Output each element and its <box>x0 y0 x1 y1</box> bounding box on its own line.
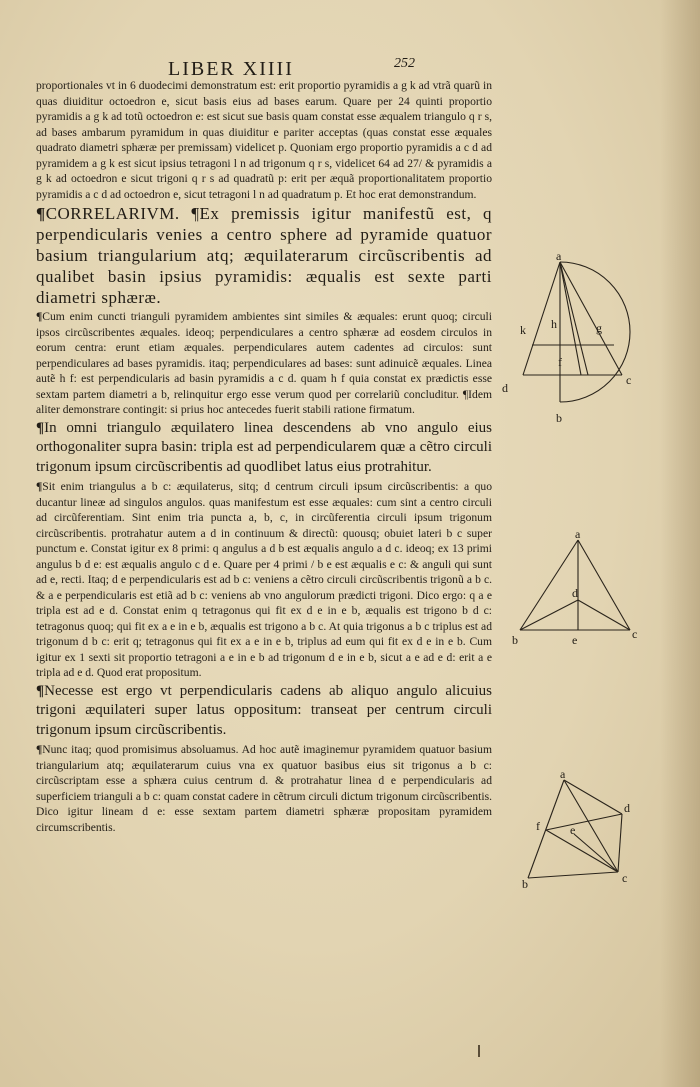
fig2-label-b: b <box>512 633 518 647</box>
fig3-label-a: a <box>560 768 566 781</box>
text-block <box>36 78 492 958</box>
paragraph <box>36 309 492 418</box>
fig1-label-k: k <box>520 323 526 337</box>
fig1-label-b: b <box>556 411 562 425</box>
fig2-label-c: c <box>632 627 638 641</box>
fig2-label-d: d <box>572 586 578 600</box>
printing-mark <box>478 1045 480 1057</box>
fig3-label-b: b <box>522 877 528 890</box>
proposition <box>36 682 492 741</box>
paragraph <box>36 479 492 681</box>
paragraph-text: Nunc itaq; quod promisimus absoluamus. Ad hoc autẽ imaginemur pyramidem quatuor basium triangularium atq; æquilaterarum cuius vna ex quatuor basibus eius sit trigonus a b c: circũscriptam esse a sphæra cuius centrum d. & protrahatur linea d e perpendicularis ad superficiem trianguli a b c: quam constat cadere in cẽtrum circuli dictum trigonum circũscribentis. Dico igitur lineam d e: esse sextam partem diametri sphæræ propositam pyramidem circumscribentis. <box>36 743 492 834</box>
paragraph-mark: ¶ <box>36 682 45 699</box>
paragraph-mark: ¶ <box>36 743 43 756</box>
paragraph-text: Cum enim cuncti trianguli pyramidem ambientes sint similes & æquales: erunt quoq; circuli ipsos circũscribentes æquales. ideoq; perpendiculares a centro sphæræ ad eosdem circulos in eorum centra: erunt etiam æquales. perpendiculares autem cadentes ad circulos: sunt perpendiculares ad bases pyramidis. itaq; perpendiculares ad bases: sunt adinuicẽ æquales. Linea autẽ h f: est perpendicularis ad basin pyramidis a c d. quam h f quia constat ex prædictis esse sextam partem diametri a b, relinquitur ergo esse verum quod per correlariũ concluditur. ¶Idem aliter demonstrare contingit: si prius hoc antecedes fuerit stabili ratione firmatum. <box>36 310 492 416</box>
paragraph-text: Sit enim triangulus a b c: æquilaterus, sitq; d centrum circuli ipsum circũscribentis: a quo ducantur lineæ ad singulos angulos. quas manifestum est esse æquales: cum sint a centro circuli ad circũferentiam. Sint enim tria puncta a, b, c, in circũferentia circuli ipsum trigonum circũscribentis. protrahatur autem a d in continuum & directũ: quousq; obuiet lateri b c super punctum e. Constat igitur ex 8 primi: q angulus a d b est æqualis angulo a d c. ideoq; ex 13 primi angulus b d e: est æqualis angulo c d e. Quare per 4 primi / b e est æqualis e c: & anguli qui sunt ad e, recti. Itaq; d e perpendicularis est ad b c: veniens a cẽtro circuli circũscribentis trigonũ a b c. & a e perpendicularis est etiã ad b c: veniens ab vno angulorum prædicti trigoni. Dico ergo: q a e tripla est ad e d. Constat enim q tetragonus qui fit ex d e in e b, æqualis est trigono b d c: tetragonus quoq; qui fit ex a e in e b, æqualis est trigono a b c. At quia trigonus a b c triplus est ad trigonum d b c: erit q; tetragonus qui fit ex a e in e b, triplus ad eum qui fit ex d e in e b. Cum igitur ex 1 sexti sit proportio tetragoni a e in e b ad trigonum d e in e b, sicut a e ad e d: erit a e tripla ad e d. Quod erat propositum. <box>36 480 492 679</box>
fig1-label-h: h <box>551 317 557 331</box>
fig3-label-f: f <box>536 819 540 833</box>
figure-pyramid-triangle <box>518 768 640 890</box>
fig1-label-f: f <box>558 355 562 369</box>
fig2-label-e: e <box>572 633 578 647</box>
running-head: LIBER XIIII <box>168 58 294 80</box>
paragraph-mark: ¶ <box>36 310 43 323</box>
fig3-label-e: e <box>570 823 576 837</box>
folio-number: 252 <box>394 56 415 71</box>
paragraph-mark: ¶ <box>36 204 46 223</box>
correlarium-heading <box>36 203 492 308</box>
fig3-label-c: c <box>622 871 628 885</box>
fig3-label-d: d <box>624 801 630 815</box>
paragraph-text: In omni triangulo æquilatero linea descendens ab vno angulo eius orthogonaliter supra basin: tripla est ad perpendicularem quæ a cẽtro circuli trigonum ipsum circũscribentis ad quodlibet latus eius protrahitur. <box>36 419 492 475</box>
fig1-label-a: a <box>556 250 562 263</box>
fig1-label-d: d <box>502 381 508 395</box>
proposition <box>36 419 492 478</box>
paragraph-mark: ¶ <box>36 419 45 436</box>
paragraph-text: Necesse est ergo vt perpendicularis cadens ab aliquo angulo alicuius trigoni æquilateri super latus oppositum: transeat per centrum circuli trigonum ipsum circũscribentis. <box>36 682 492 738</box>
fig2-label-a: a <box>575 530 581 541</box>
figure-equilateral-center <box>508 530 668 655</box>
figure-semicircle-triangle <box>498 250 638 425</box>
paragraph-text: proportionales vt in 6 duodecimi demonstratum est: erit proportio pyramidis a g k ad vtrã quarũ in quas diuiditur octoedron e, sicut basis eius ad bases earum. Quare per 24 quinti proportio pyramidis a g k ad totũ octoedron e: est sicut sue basis quam constat esse æqualem triangulo q r s, ad bases ambarum pyramidum in quas diuiditur e pariter acceptas (quas constat esse æquales quadrato diametri sphæræ per premissam) videlicet p. Quoniam ergo proportio pyramidis a c d ad pyramidem a g k est sicut ipsius tetragoni l n ad trigonum q r s, videlicet 64 ad 27/ & pyramidis a g k ad octoedron e sicut trigoni q r s ad quadratũ p: erit per æquã proportionalitatem proportio pyramidis a c d ad octoedron e, sicut tetragoni l n ad quadratum p. Et hoc erat demonstrandum. <box>36 79 492 201</box>
paragraph <box>36 78 492 202</box>
paragraph-mark: ¶ <box>36 480 43 493</box>
paragraph <box>36 742 492 835</box>
fig1-label-g: g <box>596 321 602 335</box>
paragraph-text: CORRELARIVM. ¶Ex premissis igitur manifestũ est, q perpendicularis venies a centro sphere ad pyramide quatuor basium triangularium atq; æquilaterarum circũscribentis ad qualibet basin ipsius pyramidis: æqualis est sexte parti diametri sphæræ. <box>36 204 492 307</box>
fig1-label-c: c <box>626 373 632 387</box>
